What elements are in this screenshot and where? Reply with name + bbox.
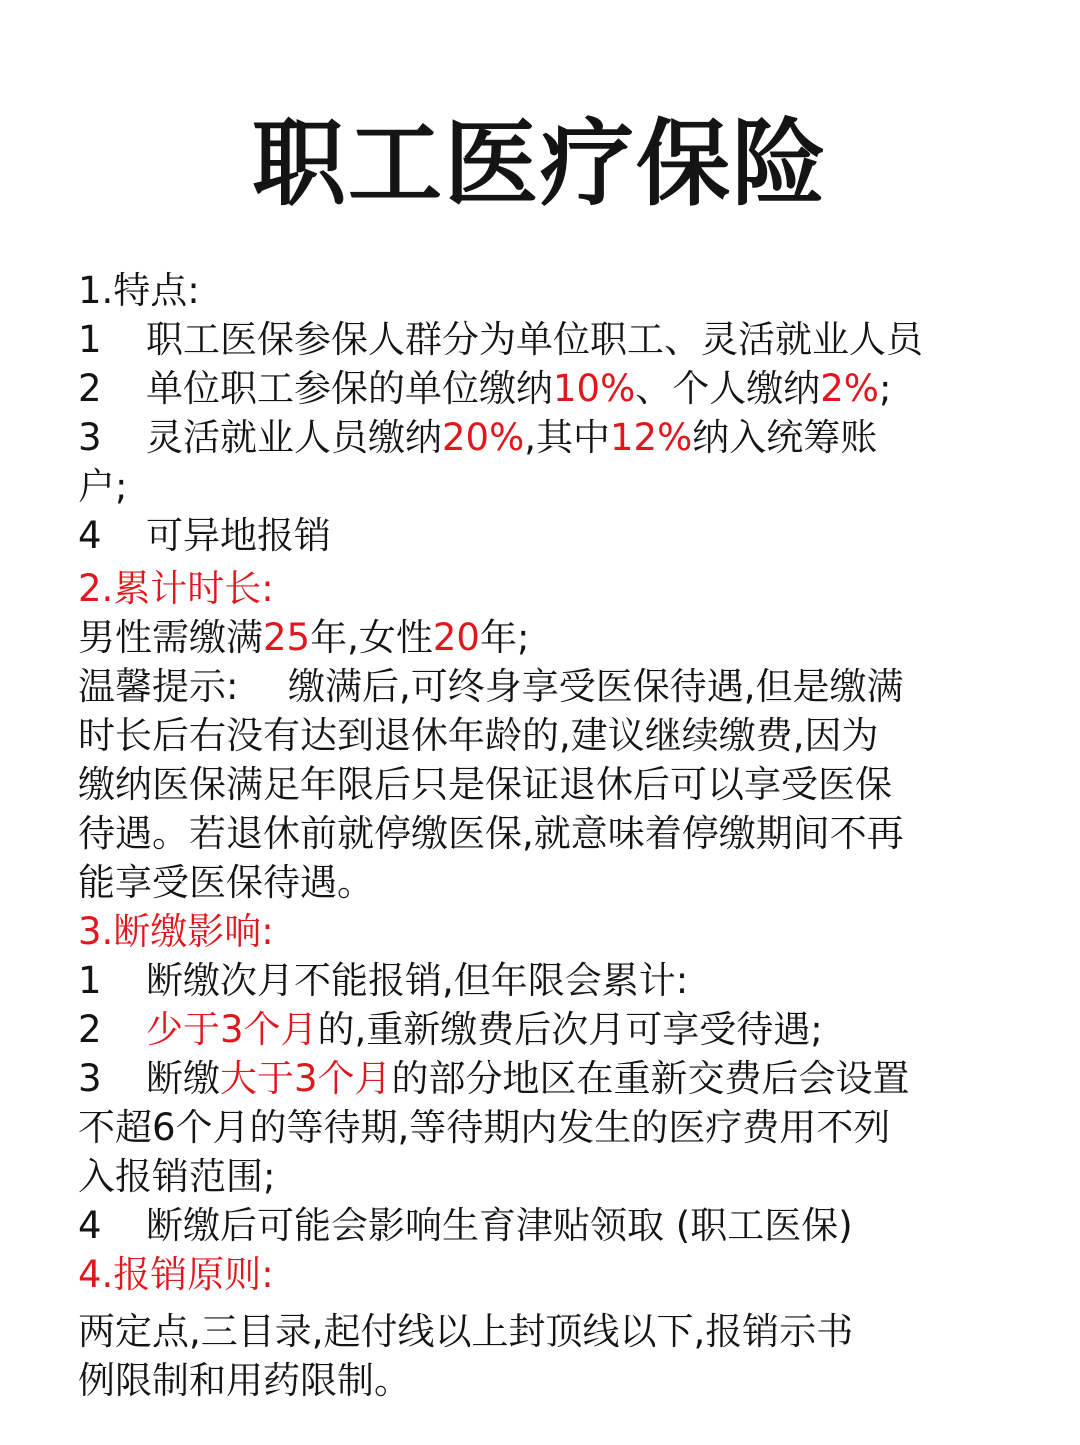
text-part: 年,女性 bbox=[310, 616, 433, 659]
item-text-part: 的,重新缴费后次月可享受待遇; bbox=[317, 1008, 823, 1051]
item-text: 可异地报销 bbox=[146, 514, 331, 557]
section-heading-reimbursement: 4.报销原则: bbox=[78, 1253, 274, 1296]
feature-item-2 bbox=[78, 364, 978, 413]
highlight-years: 20 bbox=[432, 616, 480, 659]
text-part: 年; bbox=[479, 616, 530, 659]
interruption-item-3 bbox=[78, 1054, 978, 1103]
item-text: 断缴后可能会影响生育津贴领取 (职工医保) bbox=[146, 1204, 853, 1247]
item-text-part: ,其中 bbox=[524, 416, 611, 459]
interruption-item-3-continued-2: 入报销范围; bbox=[78, 1155, 276, 1198]
text-part: 男性需缴满 bbox=[78, 616, 263, 659]
highlight-rate: 12% bbox=[610, 416, 693, 459]
highlight-period: 大于3个月 bbox=[220, 1057, 392, 1100]
highlight-years: 25 bbox=[263, 616, 311, 659]
highlight-rate: 10% bbox=[553, 367, 636, 410]
item-text-part: 断缴 bbox=[146, 1057, 220, 1100]
item-number: 1 bbox=[78, 318, 102, 361]
section-heading-features: 1.特点: bbox=[78, 269, 200, 312]
interruption-item-2 bbox=[78, 1005, 978, 1054]
item-text-part: ; bbox=[878, 367, 892, 410]
highlight-rate: 2% bbox=[820, 367, 879, 410]
reimbursement-line-2: 例限制和用药限制。 bbox=[78, 1359, 411, 1402]
item-text-part: 的部分地区在重新交费后会设置 bbox=[391, 1057, 910, 1100]
feature-item-1 bbox=[78, 315, 978, 364]
item-text-part: 灵活就业人员缴纳 bbox=[146, 416, 442, 459]
highlight-rate: 20% bbox=[442, 416, 525, 459]
feature-item-4 bbox=[78, 511, 978, 560]
item-text: 断缴次月不能报销,但年限会累计: bbox=[146, 959, 689, 1002]
tip-label: 温馨提示: bbox=[78, 665, 239, 708]
tip-line-3: 缴纳医保满足年限后只是保证退休后可以享受医保 bbox=[78, 763, 892, 806]
tip-text: 缴满后,可终身享受医保待遇,但是缴满 bbox=[288, 665, 904, 708]
item-number: 3 bbox=[78, 1057, 102, 1100]
item-number: 4 bbox=[78, 1204, 102, 1247]
item-text-part: 单位职工参保的单位缴纳 bbox=[146, 367, 553, 410]
item-number: 1 bbox=[78, 959, 102, 1002]
tip-line-5: 能享受医保待遇。 bbox=[78, 861, 374, 904]
tip-line-2: 时长后右没有达到退休年龄的,建议继续缴费,因为 bbox=[78, 714, 879, 757]
item-text-part: 、个人缴纳 bbox=[635, 367, 821, 410]
item-number: 3 bbox=[78, 416, 102, 459]
feature-item-3-continued: 户; bbox=[78, 465, 128, 508]
highlight-period: 少于3个月 bbox=[146, 1008, 318, 1051]
interruption-item-4 bbox=[78, 1201, 978, 1250]
document-body bbox=[78, 266, 978, 1405]
item-text-part: 纳入统筹账 bbox=[692, 416, 878, 459]
section-heading-duration: 2.累计时长: bbox=[78, 567, 274, 610]
item-text: 职工医保参保人群分为单位职工、灵活就业人员 bbox=[146, 318, 923, 361]
duration-requirement bbox=[78, 613, 978, 662]
item-number: 2 bbox=[78, 1008, 102, 1051]
item-number: 4 bbox=[78, 514, 102, 557]
section-heading-interruption: 3.断缴影响: bbox=[78, 910, 274, 953]
interruption-item-3-continued-1: 不超6个月的等待期,等待期内发生的医疗费用不列 bbox=[78, 1106, 891, 1149]
reimbursement-line-1: 两定点,三目录,起付线以上封顶线以下,报销示书 bbox=[78, 1310, 854, 1353]
feature-item-3 bbox=[78, 413, 978, 462]
interruption-item-1 bbox=[78, 956, 978, 1005]
page-title: 职工医疗保险 bbox=[251, 110, 828, 219]
tip-line-4: 待遇。若退休前就停缴医保,就意味着停缴期间不再 bbox=[78, 812, 904, 855]
tip-line-1 bbox=[78, 662, 978, 711]
item-number: 2 bbox=[78, 367, 102, 410]
